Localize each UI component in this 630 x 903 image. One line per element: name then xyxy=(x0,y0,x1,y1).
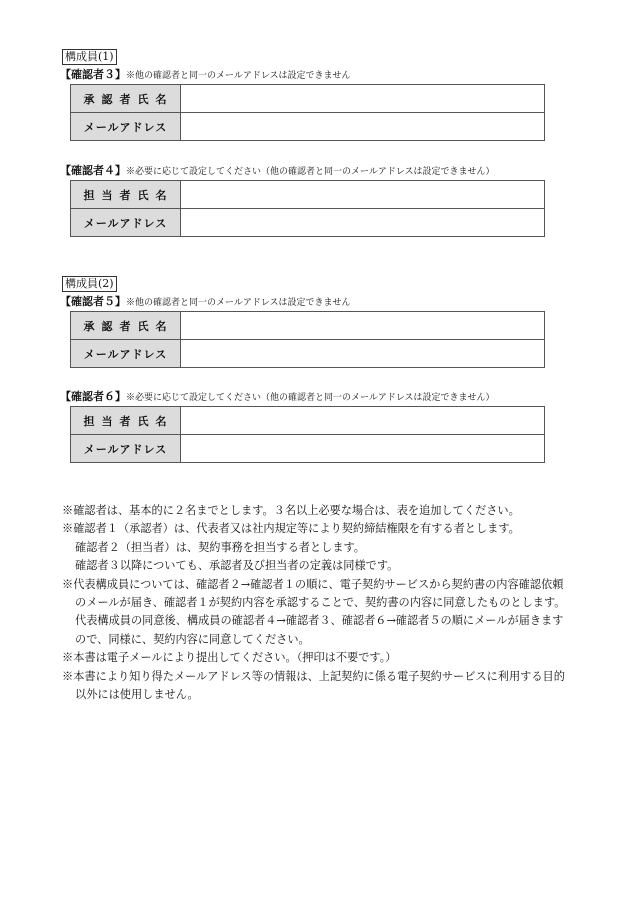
confirmer-5-table xyxy=(70,311,545,368)
table-row xyxy=(71,407,545,435)
table-row xyxy=(71,340,545,368)
confirmer-5-email-field[interactable] xyxy=(181,340,545,368)
confirmer-6-email-field[interactable] xyxy=(181,435,545,463)
confirmer-3-name-field[interactable] xyxy=(181,85,545,113)
email-label: メールアドレス xyxy=(71,113,181,141)
confirmer-3-note: ※他の確認者と同一のメールアドレスは設定できません xyxy=(126,71,351,81)
member-1-label: 構成員(1) xyxy=(62,49,117,65)
confirmer-5-title: 【確認者５】 xyxy=(60,295,126,308)
member-2-label: 構成員(2) xyxy=(62,276,117,292)
table-row xyxy=(71,209,545,237)
approver-name-label: 承認者氏名 xyxy=(71,312,181,340)
confirmer-6-note: ※必要に応じて設定してください（他の確認者と同一のメールアドレスは設定できません） xyxy=(126,393,495,403)
confirmer-6-name-field[interactable] xyxy=(181,407,545,435)
email-label: メールアドレス xyxy=(71,435,181,463)
confirmer-4-email-field[interactable] xyxy=(181,209,545,237)
note-item: ※本書は電子メールにより提出してください。（押印は不要です。） xyxy=(62,651,397,665)
table-row xyxy=(71,312,545,340)
confirmer-6-title: 【確認者６】 xyxy=(60,390,126,403)
confirmer-4-note: ※必要に応じて設定してください（他の確認者と同一のメールアドレスは設定できません） xyxy=(126,167,495,177)
confirmer-5-note: ※他の確認者と同一のメールアドレスは設定できません xyxy=(126,298,351,308)
note-item: ※代表構成員については、確認者２→確認者１の順に、電子契約サービスから契約書の内容確認依頼のメールが届き、確認者１が契約内容を承認することで、契約書の内容に同意したものとします。 xyxy=(62,577,566,610)
table-row xyxy=(71,85,545,113)
confirmer-4-heading xyxy=(60,164,495,179)
note-item: ※本書により知り得たメールアドレス等の情報は、上記契約に係る電子契約サービスに利用する目的以外には使用しません。 xyxy=(62,669,565,702)
table-row xyxy=(71,181,545,209)
email-label: メールアドレス xyxy=(71,209,181,237)
staff-name-label: 担当者氏名 xyxy=(71,407,181,435)
confirmer-3-heading xyxy=(60,68,351,83)
confirmer-3-title: 【確認者３】 xyxy=(60,68,126,81)
confirmer-3-email-field[interactable] xyxy=(181,113,545,141)
table-row xyxy=(71,113,545,141)
note-item: ※確認者１（承認者）は、代表者又は社内規定等により契約締結権限を有する者とします。 xyxy=(62,522,520,536)
confirmer-4-title: 【確認者４】 xyxy=(60,164,126,177)
approver-name-label: 承認者氏名 xyxy=(71,85,181,113)
note-continuation: 代表構成員の同意後、構成員の確認者４→確認者３、確認者６→確認者５の順にメールが届きますので、同様に、契約内容に同意してください。 xyxy=(75,614,564,646)
confirmer-5-name-field[interactable] xyxy=(181,312,545,340)
confirmer-6-heading xyxy=(60,390,495,405)
table-row xyxy=(71,435,545,463)
email-label: メールアドレス xyxy=(71,340,181,368)
confirmer-5-heading xyxy=(60,295,351,310)
confirmer-3-table xyxy=(70,84,545,141)
confirmer-6-table xyxy=(70,406,545,463)
note-continuation: 確認者２（担当者）は、契約事務を担当する者とします。 xyxy=(75,540,365,554)
confirmer-4-name-field[interactable] xyxy=(181,181,545,209)
note-continuation: 確認者３以降についても、承認者及び担当者の定義は同様です。 xyxy=(75,559,399,573)
staff-name-label: 担当者氏名 xyxy=(71,181,181,209)
note-item: ※確認者は、基本的に２名までとします。３名以上必要な場合は、表を追加してください。 xyxy=(62,504,520,517)
notes-section xyxy=(62,502,572,704)
confirmer-4-table xyxy=(70,180,545,237)
